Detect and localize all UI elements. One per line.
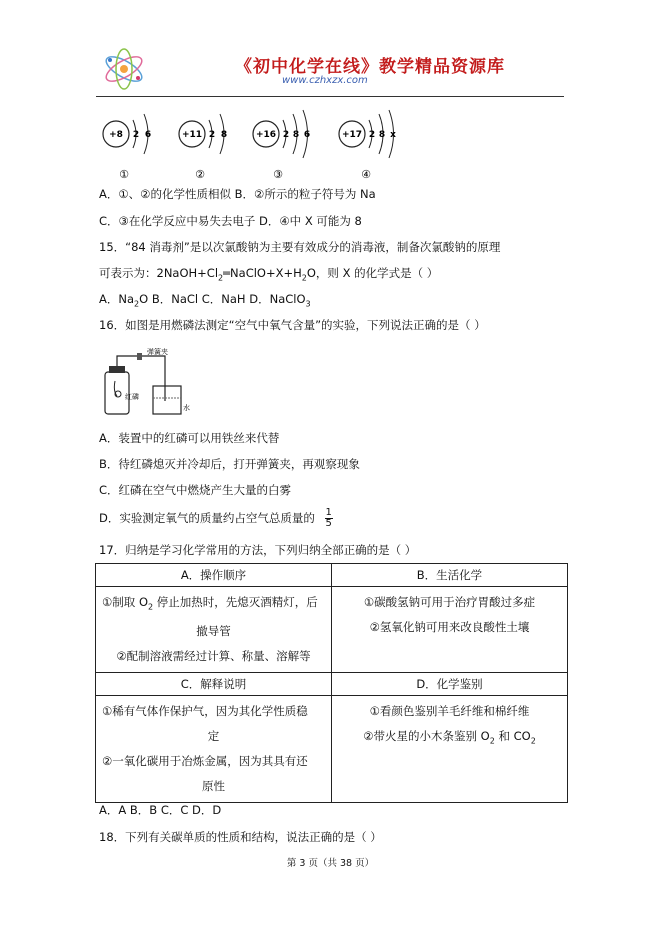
fig-label-phosphorus: 红磷	[125, 393, 139, 401]
atom-structure-diagrams	[96, 104, 436, 184]
atom-4-label: ④	[361, 168, 371, 181]
atom-2-shell-1: 2	[208, 130, 216, 140]
q17-cell-c: ①稀有气体作保护气，因为其化学性质稳 定 ②一氧化碳用于冶炼金属，因为其具有还 原性	[96, 696, 332, 803]
fig-label-clip: 弹簧夹	[147, 348, 168, 356]
atom-2-shell-2: 8	[220, 130, 228, 140]
header-title: 《初中化学在线》教学精品资源库	[235, 57, 505, 77]
phosphorus-apparatus-figure	[103, 346, 193, 418]
atom-4-shell-2: 8	[378, 130, 386, 140]
atom-4-nucleus: +17	[341, 130, 363, 140]
q17-cell-d: ①看颜色鉴别羊毛纤维和棉纤维 ②带火星的小木条鉴别 $O_2$ 和 $CO_2$	[332, 696, 568, 803]
q15-options: A．$Na_2O$ B．NaCl C．NaH D．NaClO$_3$	[99, 292, 311, 309]
q17-table	[95, 563, 568, 803]
q17-cell-b: ①碳酸氢钠可用于治疗胃酸过多症 ②氢氧化钠可用来改良酸性土壤	[332, 587, 568, 673]
atom-4-shell-1: 2	[368, 130, 376, 140]
atom-3-label: ③	[273, 168, 283, 181]
q17-header-d: D．化学鉴别	[332, 673, 568, 696]
atom-3-shell-3: 6	[303, 130, 311, 140]
q17-header-a: A．操作顺序	[96, 564, 332, 587]
atom-3-shell-2: 8	[292, 130, 300, 140]
q16-option-d: D．实验测定氧气的质量约占空气总质量的 $\frac{1}{5}$	[99, 507, 332, 529]
q17-options: A．A B．B C．C D．D	[99, 803, 222, 817]
atom-diagram-3	[253, 110, 310, 181]
atom-2-nucleus: +11	[181, 130, 203, 140]
header-url: www.czhxzx.com	[282, 75, 368, 86]
q14-options-cd: C．③在化学反应中易失去电子 D．④中 X 可能为 8	[99, 214, 362, 228]
atom-2-label: ②	[195, 168, 205, 181]
q16-option-c: C．红磷在空气中燃烧产生大量的白雾	[99, 483, 292, 497]
header-divider	[96, 96, 564, 97]
q16-option-b: B．待红磷熄灭并冷却后，打开弹簧夹，再观察现象	[99, 457, 360, 471]
atom-1-nucleus: +8	[109, 130, 123, 140]
q17-stem: 17．归纳是学习化学常用的方法，下列归纳全部正确的是（ ）	[99, 543, 417, 557]
atom-diagram-1	[103, 114, 151, 181]
page-footer: 第 3 页（共 38 页）	[286, 858, 375, 869]
fig-label-water: 水	[183, 404, 190, 412]
atom-3-shell-1: 2	[282, 130, 290, 140]
atom-1-shell-2: 6	[144, 130, 152, 140]
q16-option-a: A．装置中的红磷可以用铁丝来代替	[99, 431, 280, 445]
atom-1-label: ①	[119, 168, 129, 181]
fraction-one-fifth: $\frac{1}{5}$	[325, 507, 332, 529]
q18-stem: 18．下列有关碳单质的性质和结构，说法正确的是（ ）	[99, 830, 382, 844]
q15-stem-line1: 15．“84 消毒剂”是以次氯酸钠为主要有效成分的消毒液，制备次氯酸钠的原理	[99, 240, 501, 254]
atom-diagram-4	[339, 110, 396, 181]
q16-stem: 16．如图是用燃磷法测定“空气中氧气含量”的实验，下列说法正确的是（ ）	[99, 318, 486, 332]
q14-options-ab: A．①、②的化学性质相似 B．②所示的粒子符号为 Na	[99, 187, 376, 201]
q15-stem-line2: 可表示为：$2NaOH+Cl_2═NaClO+X+H_2O$，则 X 的化学式是（ ）	[99, 266, 439, 283]
q17-header-c: C．解释说明	[96, 673, 332, 696]
q17-cell-a: ①制取 $O_2$ 停止加热时，先熄灭酒精灯，后 撤导管 ②配制溶液需经过计算、称量、溶解等	[96, 587, 332, 673]
atom-diagram-2	[179, 114, 227, 181]
atom-logo-icon	[100, 48, 148, 90]
atom-3-nucleus: +16	[255, 130, 277, 140]
atom-1-shell-1: 2	[132, 130, 140, 140]
atom-4-shell-3: x	[390, 130, 396, 140]
q17-header-b: B．生活化学	[332, 564, 568, 587]
